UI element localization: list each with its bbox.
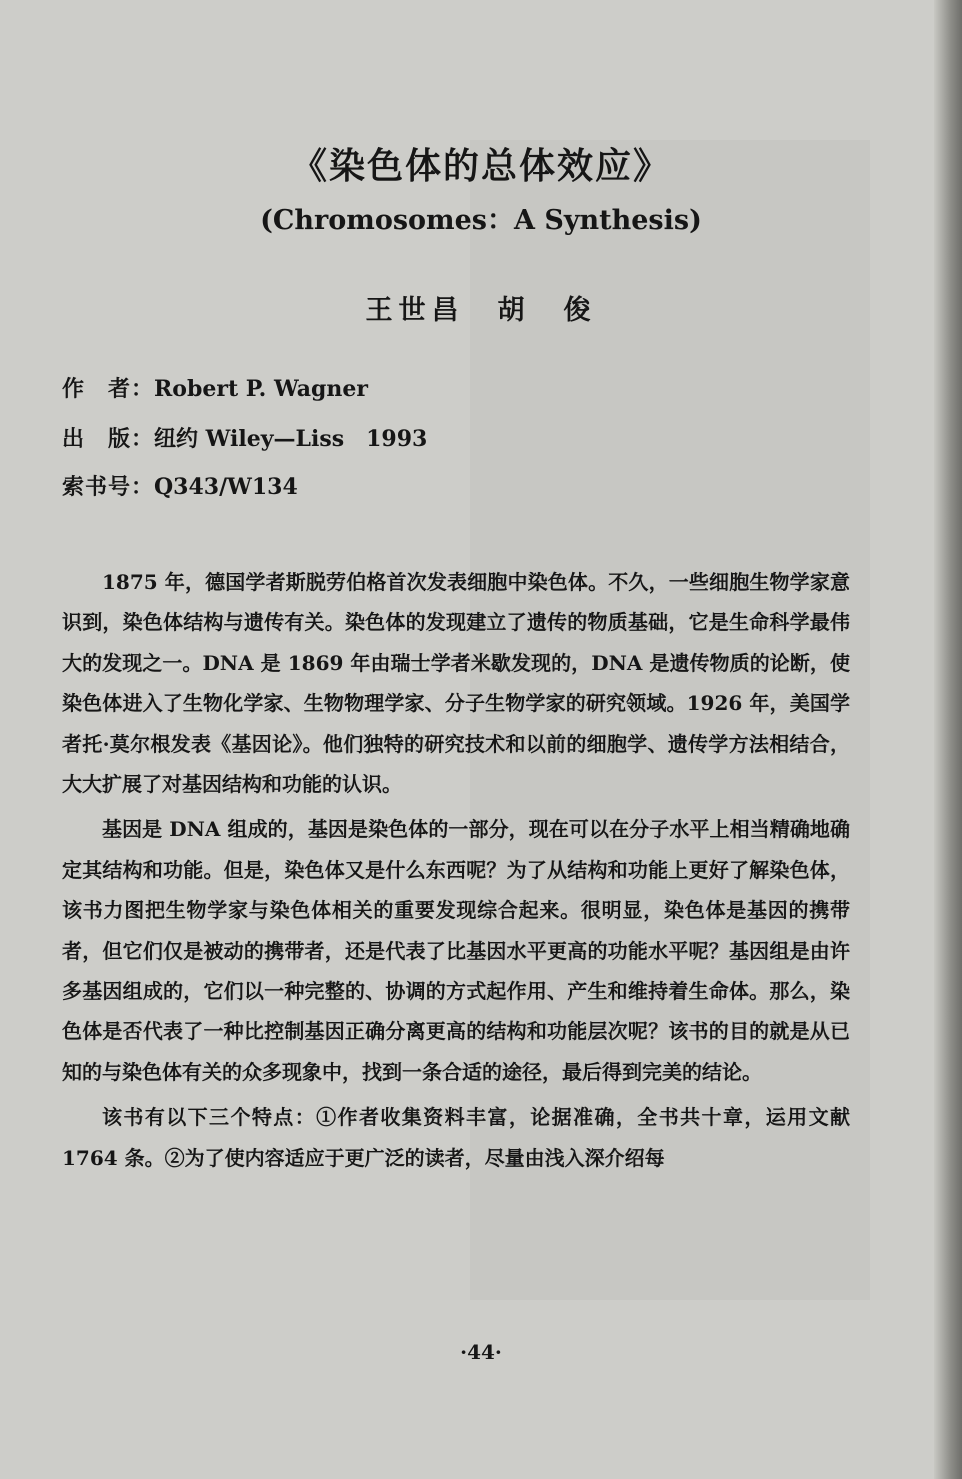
paragraph-3: 该书有以下三个特点：①作者收集资料丰富，论据准确，全书共十章，运用文献 1764 条。②为了使内容适应于更广泛的读者，尽量由浅入深介绍每 bbox=[62, 1105, 850, 1170]
article-body bbox=[62, 562, 850, 1183]
paragraph-1: 1875 年，德国学者斯脱劳伯格首次发表细胞中染色体。不久，一些细胞生物学家意识到，染色体结构与遗传有关。染色体的发现建立了遗传的物质基础，它是生命科学最伟大的发现之一。DNA 是 1869 年由瑞士学者米歇发现的，DNA 是遗传物质的论断，使染色体进入了生物化学家、生物物理学家、分子生物学家的研究领域。1926 年，美国学者托·莫尔根发表《基因论》。他们独特的研究技术和以前的细胞学、遗传学方法相结合，大大扩展了对基因结构和功能的认识。 bbox=[62, 570, 850, 797]
call-number-label: 索书号： bbox=[62, 474, 155, 500]
author-line bbox=[62, 372, 368, 403]
publisher-value: 纽约 Wiley—Liss 1993 bbox=[154, 426, 428, 452]
call-number-value: Q343/W134 bbox=[154, 474, 298, 500]
publisher-label: 出 版： bbox=[62, 426, 155, 452]
article-title: 《染色体的总体效应》 bbox=[290, 145, 671, 187]
publisher-line bbox=[62, 422, 427, 453]
article-authors: 王世昌 胡 俊 bbox=[365, 295, 597, 326]
paragraph-2: 基因是 DNA 组成的，基因是染色体的一部分，现在可以在分子水平上相当精确地确定其结构和功能。但是，染色体又是什么东西呢？为了从结构和功能上更好了解染色体，该书力图把生物学家与染色体相关的重要发现综合起来。很明显，染色体是基因的携带者，但它们仅是被动的携带者，还是代表了比基因水平更高的功能水平呢？基因组是由许多基因组成的，它们以一种完整的、协调的方式起作用、产生和维持着生命体。那么，染色体是否代表了一种比控制基因正确分离更高的结构和功能层次呢？该书的目的就是从已知的与染色体有关的众多现象中，找到一条合适的途径，最后得到完美的结论。 bbox=[62, 817, 850, 1084]
page-number: ·44· bbox=[460, 1340, 502, 1364]
author-value: Robert P. Wagner bbox=[154, 376, 368, 402]
author-label: 作 者： bbox=[62, 376, 155, 402]
call-number-line bbox=[62, 470, 298, 501]
article-subtitle: (Chromosomes：A Synthesis) bbox=[260, 205, 702, 236]
